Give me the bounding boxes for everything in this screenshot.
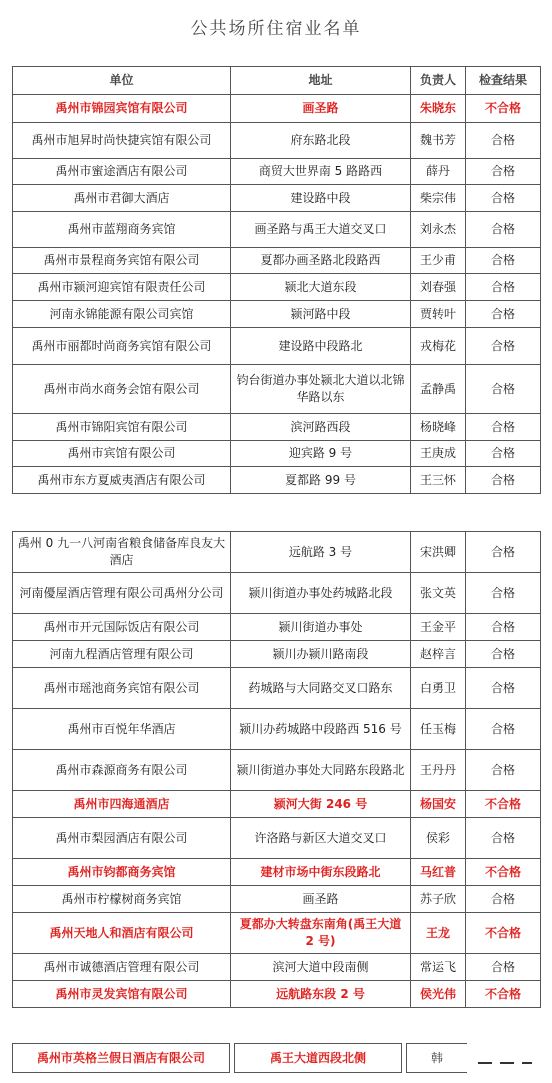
inspection-result-cell: 合格 [466,573,541,614]
inspection-result-cell: 合格 [466,614,541,641]
inspection-result-cell: 不合格 [466,95,541,123]
unit-name-cell: 禹州市锦园宾馆有限公司 [13,95,231,123]
table-row [13,791,541,818]
unit-name-cell: 禹州市君御大酒店 [13,185,231,212]
table-row [13,750,541,791]
unit-name-cell: 禹州市森源商务有限公司 [13,750,231,791]
inspection-result-cell: 合格 [466,532,541,573]
inspection-result-cell: 合格 [466,123,541,159]
inspection-result-cell: 合格 [466,414,541,441]
table-row [13,441,541,467]
unit-name-cell: 禹州市百悦年华酒店 [13,709,231,750]
table-row [13,573,541,614]
person-in-charge-cell: 孟静禹 [411,365,466,414]
unit-name-cell: 河南九程酒店管理有限公司 [13,641,231,668]
person-in-charge-cell: 张文英 [411,573,466,614]
inspection-result-cell: 不合格 [466,791,541,818]
inspection-result-cell: 合格 [466,818,541,859]
unit-name-cell: 禹州市蓝翔商务宾馆 [13,212,231,248]
table-row [13,641,541,668]
bottom-unit-cell: 禹州市英格兰假日酒店有限公司 [12,1043,230,1073]
inspection-result-cell: 不合格 [466,981,541,1008]
address-cell: 颍川街道办事处 [231,614,411,641]
inspection-result-cell: 合格 [466,709,541,750]
table-row [13,954,541,981]
person-in-charge-cell: 刘春强 [411,274,466,301]
address-cell: 许洛路与新区大道交叉口 [231,818,411,859]
column-header: 地址 [231,67,411,95]
table-row [13,614,541,641]
address-cell: 滨河路西段 [231,414,411,441]
header-row [13,67,541,95]
address-cell: 颍河路中段 [231,301,411,328]
table-row [13,981,541,1008]
dash-mark [478,1062,492,1064]
table-row [13,248,541,274]
table-row [13,709,541,750]
address-cell: 颍河大街 246 号 [231,791,411,818]
inspection-result-cell: 合格 [466,274,541,301]
address-cell: 迎宾路 9 号 [231,441,411,467]
inspection-result-cell: 合格 [466,159,541,185]
hotel-table-part-2 [12,531,541,1008]
table-row [13,274,541,301]
table-row [13,301,541,328]
inspection-result-cell: 合格 [466,886,541,913]
unit-name-cell: 禹州 0 九一八河南省粮食储备库良友大酒店 [13,532,231,573]
table-row [13,185,541,212]
address-cell: 建设路中段路北 [231,328,411,365]
person-in-charge-cell: 魏书芳 [411,123,466,159]
unit-name-cell: 禹州市柠檬树商务宾馆 [13,886,231,913]
inspection-result-cell: 合格 [466,641,541,668]
inspection-result-cell: 合格 [466,467,541,494]
unit-name-cell: 禹州市诚德酒店管理有限公司 [13,954,231,981]
address-cell: 夏都办画圣路北段路西 [231,248,411,274]
unit-name-cell: 禹州市灵发宾馆有限公司 [13,981,231,1008]
person-in-charge-cell: 杨晓峰 [411,414,466,441]
unit-name-cell: 禹州市东方夏威夷酒店有限公司 [13,467,231,494]
table-row [13,818,541,859]
inspection-result-cell: 合格 [466,212,541,248]
column-header: 检查结果 [466,67,541,95]
unit-name-cell: 禹州市开元国际饭店有限公司 [13,614,231,641]
person-in-charge-cell: 赵梓言 [411,641,466,668]
person-in-charge-cell: 侯光伟 [411,981,466,1008]
table-row [13,913,541,954]
person-in-charge-cell: 宋洪卿 [411,532,466,573]
person-in-charge-cell: 王龙 [411,913,466,954]
person-in-charge-cell: 刘永杰 [411,212,466,248]
unit-name-cell: 禹州市宾馆有限公司 [13,441,231,467]
address-cell: 建设路中段 [231,185,411,212]
person-in-charge-cell: 王金平 [411,614,466,641]
address-cell: 远航路 3 号 [231,532,411,573]
address-cell: 夏都路 99 号 [231,467,411,494]
person-in-charge-cell: 常运飞 [411,954,466,981]
hotel-table-part-3 [12,1043,540,1073]
person-in-charge-cell: 王少甫 [411,248,466,274]
inspection-result-cell: 合格 [466,301,541,328]
person-in-charge-cell: 马红普 [411,859,466,886]
inspection-result-cell: 合格 [466,185,541,212]
address-cell: 远航路东段 2 号 [231,981,411,1008]
hotel-table-part-1 [12,66,541,494]
person-in-charge-cell: 薛丹 [411,159,466,185]
inspection-result-cell: 合格 [466,954,541,981]
person-in-charge-cell: 苏子欣 [411,886,466,913]
person-in-charge-cell: 柴宗伟 [411,185,466,212]
column-header: 负责人 [411,67,466,95]
address-cell: 颍川街道办事处大同路东段路北 [231,750,411,791]
column-header: 单位 [13,67,231,95]
person-in-charge-cell: 侯彩 [411,818,466,859]
inspection-result-cell: 合格 [466,328,541,365]
address-cell: 画圣路与禹王大道交叉口 [231,212,411,248]
address-cell: 夏都办大转盘东南角(禹王大道 2 号) [231,913,411,954]
address-cell: 建材市场中街东段路北 [231,859,411,886]
table-row [13,668,541,709]
table-row [13,159,541,185]
address-cell: 府东路北段 [231,123,411,159]
address-cell: 颍北大道东段 [231,274,411,301]
inspection-result-cell: 合格 [466,668,541,709]
unit-name-cell: 禹州市旭昇时尚快捷宾馆有限公司 [13,123,231,159]
page-title: 公共场所住宿业名单 [190,19,362,39]
inspection-result-cell: 合格 [466,365,541,414]
address-cell: 药城路与大同路交叉口路东 [231,668,411,709]
bottom-person-cell: 韩 [406,1043,467,1073]
table-row [13,95,541,123]
inspection-result-cell: 不合格 [466,913,541,954]
person-in-charge-cell: 任玉梅 [411,709,466,750]
person-in-charge-cell: 王庚成 [411,441,466,467]
unit-name-cell: 禹州市梨园酒店有限公司 [13,818,231,859]
table-row [13,328,541,365]
dash-mark [500,1062,514,1064]
unit-name-cell: 禹州市景程商务宾馆有限公司 [13,248,231,274]
table-row [13,886,541,913]
dash-mark [522,1062,532,1064]
table-row [13,859,541,886]
inspection-result-cell: 合格 [466,750,541,791]
unit-name-cell: 禹州市瑶池商务宾馆有限公司 [13,668,231,709]
table-row [13,414,541,441]
address-cell: 钧台街道办事处颍北大道以北锦华路以东 [231,365,411,414]
unit-name-cell: 禹州天地人和酒店有限公司 [13,913,231,954]
unit-name-cell: 禹州市丽都时尚商务宾馆有限公司 [13,328,231,365]
person-in-charge-cell: 白勇卫 [411,668,466,709]
inspection-result-cell: 合格 [466,248,541,274]
table-row [13,212,541,248]
table-row [13,365,541,414]
person-in-charge-cell: 王丹丹 [411,750,466,791]
address-cell: 画圣路 [231,886,411,913]
unit-name-cell: 禹州市锦阳宾馆有限公司 [13,414,231,441]
bottom-address-cell: 禹王大道西段北侧 [234,1043,402,1073]
unit-name-cell: 禹州市钧都商务宾馆 [13,859,231,886]
unit-name-cell: 禹州市四海通酒店 [13,791,231,818]
person-in-charge-cell: 王三怀 [411,467,466,494]
table-row [13,467,541,494]
table-row [13,123,541,159]
person-in-charge-cell: 杨国安 [411,791,466,818]
person-in-charge-cell: 戎梅花 [411,328,466,365]
address-cell: 颍川办颍川路南段 [231,641,411,668]
address-cell: 商贸大世界南 5 路路西 [231,159,411,185]
unit-name-cell: 禹州市尚水商务会馆有限公司 [13,365,231,414]
address-cell: 滨河大道中段南侧 [231,954,411,981]
unit-name-cell: 河南優屋酒店管理有限公司禹州分公司 [13,573,231,614]
unit-name-cell: 河南永锦能源有限公司宾馆 [13,301,231,328]
person-in-charge-cell: 贾转叶 [411,301,466,328]
address-cell: 颍川街道办事处药城路北段 [231,573,411,614]
unit-name-cell: 禹州市颍河迎宾馆有限责任公司 [13,274,231,301]
inspection-result-cell: 不合格 [466,859,541,886]
inspection-result-cell: 合格 [466,441,541,467]
address-cell: 颍川办药城路中段路西 516 号 [231,709,411,750]
address-cell: 画圣路 [231,95,411,123]
person-in-charge-cell: 朱晓东 [411,95,466,123]
table-row [13,532,541,573]
unit-name-cell: 禹州市蜜途酒店有限公司 [13,159,231,185]
